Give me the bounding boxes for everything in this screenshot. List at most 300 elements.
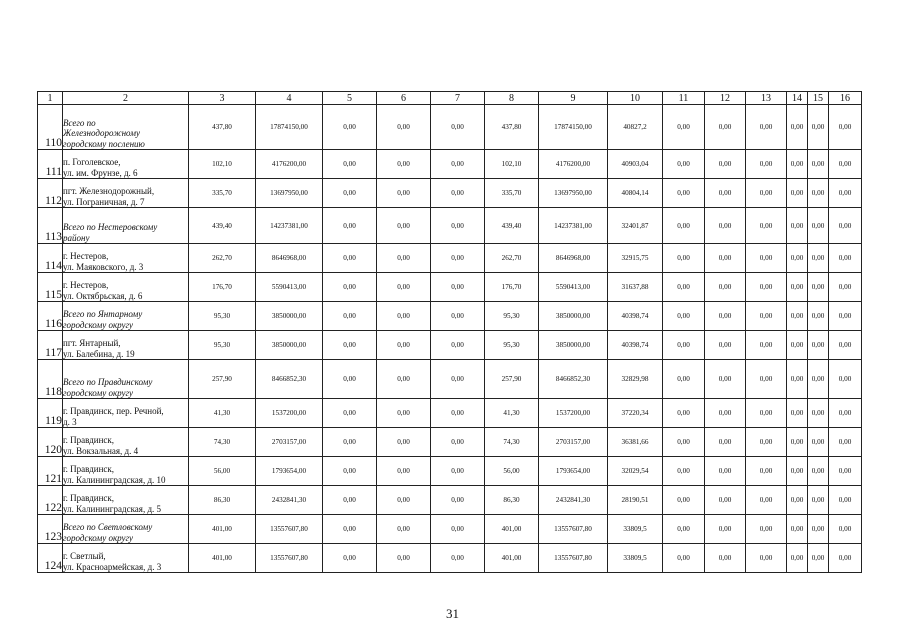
table-cell: 33809,5 <box>608 544 663 573</box>
table-cell: 0,00 <box>705 208 746 244</box>
table-cell: 0,00 <box>431 105 485 150</box>
table-cell: 1537200,00 <box>256 399 323 428</box>
row-name <box>63 302 189 331</box>
table-cell: 0,00 <box>663 457 705 486</box>
table-cell: 0,00 <box>808 457 829 486</box>
table-cell: 0,00 <box>808 486 829 515</box>
table-cell: 0,00 <box>808 273 829 302</box>
table-cell: 8646968,00 <box>539 244 608 273</box>
table-cell: 14237381,00 <box>539 208 608 244</box>
table-cell: 2432841,30 <box>539 486 608 515</box>
column-header: 5 <box>323 92 377 105</box>
row-number: 117 <box>38 331 63 360</box>
row-name-line: г. Правдинск, <box>63 435 115 445</box>
table-cell: 439,40 <box>485 208 539 244</box>
table-cell: 0,00 <box>663 544 705 573</box>
table-cell: 0,00 <box>746 360 787 399</box>
table-cell: 40398,74 <box>608 331 663 360</box>
column-header: 7 <box>431 92 485 105</box>
table-cell: 0,00 <box>663 399 705 428</box>
table-cell: 36381,66 <box>608 428 663 457</box>
table-row <box>38 150 862 179</box>
table-cell: 335,70 <box>485 179 539 208</box>
table-cell: 0,00 <box>787 150 808 179</box>
table-cell: 0,00 <box>705 544 746 573</box>
table-cell: 0,00 <box>808 302 829 331</box>
table-cell: 0,00 <box>746 515 787 544</box>
row-number: 112 <box>38 179 63 208</box>
table-cell: 0,00 <box>323 273 377 302</box>
table-cell: 0,00 <box>705 457 746 486</box>
table-cell: 0,00 <box>431 515 485 544</box>
table-cell: 439,40 <box>189 208 256 244</box>
row-number: 113 <box>38 208 63 244</box>
table-cell: 0,00 <box>705 428 746 457</box>
table-cell: 0,00 <box>323 486 377 515</box>
table-cell: 0,00 <box>705 244 746 273</box>
table-cell: 0,00 <box>705 105 746 150</box>
table-cell: 0,00 <box>746 428 787 457</box>
table-cell: 0,00 <box>746 457 787 486</box>
table-cell: 0,00 <box>431 428 485 457</box>
table-cell: 0,00 <box>377 486 431 515</box>
table-cell: 32029,54 <box>608 457 663 486</box>
table-cell: 176,70 <box>485 273 539 302</box>
table-cell: 0,00 <box>787 486 808 515</box>
row-name <box>63 515 189 544</box>
table-cell: 86,30 <box>485 486 539 515</box>
table-cell: 41,30 <box>485 399 539 428</box>
table-cell: 0,00 <box>431 457 485 486</box>
table-cell: 0,00 <box>746 302 787 331</box>
table-cell: 0,00 <box>377 428 431 457</box>
column-header: 13 <box>746 92 787 105</box>
row-name <box>63 399 189 428</box>
table-row <box>38 486 862 515</box>
table-cell: 0,00 <box>377 302 431 331</box>
table-cell: 95,30 <box>485 302 539 331</box>
table-cell: 3850000,00 <box>256 302 323 331</box>
table-cell: 0,00 <box>808 244 829 273</box>
row-name-line: Всего по Правдинскому <box>63 377 153 387</box>
row-name-line: ул. Октябрьская, д. 6 <box>63 290 143 301</box>
row-name-line: городскому округу <box>63 387 134 398</box>
table-cell: 0,00 <box>323 428 377 457</box>
table-cell: 0,00 <box>829 302 862 331</box>
row-number: 123 <box>38 515 63 544</box>
table-cell: 56,00 <box>189 457 256 486</box>
table-cell: 8466852,30 <box>256 360 323 399</box>
table-cell: 102,10 <box>485 150 539 179</box>
table-cell: 0,00 <box>377 544 431 573</box>
table-cell: 0,00 <box>323 179 377 208</box>
table-cell: 0,00 <box>663 331 705 360</box>
table-cell: 262,70 <box>485 244 539 273</box>
table-row <box>38 399 862 428</box>
table-cell: 5590413,00 <box>539 273 608 302</box>
table-cell: 0,00 <box>705 399 746 428</box>
table-cell: 0,00 <box>808 515 829 544</box>
row-name-line: г. Светлый, <box>63 551 106 561</box>
row-name <box>63 457 189 486</box>
row-name-line: ул. Маяковского, д. 3 <box>63 261 144 272</box>
row-name-line: Всего по <box>63 117 96 128</box>
table-cell: 0,00 <box>829 486 862 515</box>
table-row <box>38 515 862 544</box>
table-cell: 40804,14 <box>608 179 663 208</box>
row-name <box>63 208 189 244</box>
row-name-line: г. Нестеров, <box>63 280 109 290</box>
table-header <box>38 92 862 105</box>
table-cell: 0,00 <box>787 179 808 208</box>
table-row <box>38 544 862 573</box>
row-name-line: Всего по Светловскому <box>63 522 153 532</box>
table-cell: 8466852,30 <box>539 360 608 399</box>
row-name-line: г. Правдинск, пер. Речной, <box>63 406 164 416</box>
table-cell: 0,00 <box>377 105 431 150</box>
table-cell: 3850000,00 <box>539 302 608 331</box>
table-cell: 8646968,00 <box>256 244 323 273</box>
table-cell: 401,00 <box>189 515 256 544</box>
table-cell: 0,00 <box>829 150 862 179</box>
table-cell: 0,00 <box>663 179 705 208</box>
table-row <box>38 302 862 331</box>
table-cell: 262,70 <box>189 244 256 273</box>
table-cell: 0,00 <box>323 457 377 486</box>
column-header: 16 <box>829 92 862 105</box>
row-name-line: ул. Вокзальная, д. 4 <box>63 445 139 456</box>
table-cell: 0,00 <box>431 302 485 331</box>
table-cell: 0,00 <box>431 544 485 573</box>
column-header: 15 <box>808 92 829 105</box>
table-cell: 0,00 <box>808 105 829 150</box>
table-row <box>38 208 862 244</box>
table-cell: 2703157,00 <box>256 428 323 457</box>
table-cell: 0,00 <box>787 544 808 573</box>
table-cell: 0,00 <box>829 360 862 399</box>
table-cell: 0,00 <box>705 486 746 515</box>
row-name-line: г. Правдинск, <box>63 493 115 503</box>
table-cell: 437,80 <box>189 105 256 150</box>
table-cell: 28190,51 <box>608 486 663 515</box>
table-cell: 0,00 <box>377 150 431 179</box>
table-cell: 0,00 <box>808 179 829 208</box>
table-cell: 2432841,30 <box>256 486 323 515</box>
table-cell: 0,00 <box>431 486 485 515</box>
table-cell: 0,00 <box>808 544 829 573</box>
table-cell: 0,00 <box>323 244 377 273</box>
table-cell: 14237381,00 <box>256 208 323 244</box>
table-row <box>38 360 862 399</box>
table-cell: 40398,74 <box>608 302 663 331</box>
table-cell: 257,90 <box>485 360 539 399</box>
table-cell: 40827,2 <box>608 105 663 150</box>
table-cell: 1793654,00 <box>256 457 323 486</box>
table-cell: 37220,34 <box>608 399 663 428</box>
table-cell: 335,70 <box>189 179 256 208</box>
table-cell: 0,00 <box>787 331 808 360</box>
row-number: 120 <box>38 428 63 457</box>
column-header: 6 <box>377 92 431 105</box>
row-name <box>63 244 189 273</box>
table-cell: 0,00 <box>746 273 787 302</box>
table-cell: 0,00 <box>377 457 431 486</box>
table-cell: 0,00 <box>829 331 862 360</box>
table-cell: 0,00 <box>746 105 787 150</box>
column-header: 8 <box>485 92 539 105</box>
table-cell: 0,00 <box>787 428 808 457</box>
row-name-line: д. 3 <box>63 416 77 427</box>
table-cell: 0,00 <box>808 399 829 428</box>
table-row <box>38 179 862 208</box>
table-cell: 0,00 <box>377 399 431 428</box>
table-cell: 437,80 <box>485 105 539 150</box>
table-cell: 3850000,00 <box>256 331 323 360</box>
table-cell: 0,00 <box>323 399 377 428</box>
row-name <box>63 331 189 360</box>
table-cell: 13557607,80 <box>539 544 608 573</box>
table-cell: 0,00 <box>746 399 787 428</box>
row-number: 110 <box>38 105 63 150</box>
table-cell: 4176200,00 <box>256 150 323 179</box>
table-cell: 0,00 <box>787 244 808 273</box>
table-cell: 0,00 <box>663 208 705 244</box>
table-cell: 0,00 <box>323 360 377 399</box>
table-body <box>38 105 862 573</box>
row-number: 114 <box>38 244 63 273</box>
table-cell: 0,00 <box>787 515 808 544</box>
row-name-line: ул. Калининградская, д. 10 <box>63 474 166 485</box>
table-cell: 0,00 <box>787 273 808 302</box>
row-name-line: ул. Красноармейская, д. 3 <box>63 561 162 572</box>
table-row <box>38 331 862 360</box>
column-header: 4 <box>256 92 323 105</box>
table-cell: 0,00 <box>705 360 746 399</box>
table-cell: 5590413,00 <box>256 273 323 302</box>
table-cell: 0,00 <box>663 515 705 544</box>
row-number: 121 <box>38 457 63 486</box>
table-cell: 0,00 <box>705 150 746 179</box>
table-cell: 0,00 <box>746 244 787 273</box>
table-cell: 41,30 <box>189 399 256 428</box>
table-cell: 33809,5 <box>608 515 663 544</box>
table-cell: 0,00 <box>663 302 705 331</box>
table-row <box>38 457 862 486</box>
table-cell: 0,00 <box>787 457 808 486</box>
table-cell: 0,00 <box>323 105 377 150</box>
table-cell: 0,00 <box>431 273 485 302</box>
table-cell: 0,00 <box>829 105 862 150</box>
table-cell: 0,00 <box>323 302 377 331</box>
table-cell: 13697950,00 <box>539 179 608 208</box>
table-cell: 4176200,00 <box>539 150 608 179</box>
table-cell: 0,00 <box>829 399 862 428</box>
table-cell: 0,00 <box>705 515 746 544</box>
table-cell: 0,00 <box>808 360 829 399</box>
table-cell: 0,00 <box>829 544 862 573</box>
row-name-line: ул. Калининградская, д. 5 <box>63 503 162 514</box>
table-cell: 0,00 <box>323 515 377 544</box>
table-cell: 0,00 <box>808 331 829 360</box>
table-cell: 0,00 <box>746 208 787 244</box>
table-cell: 0,00 <box>829 515 862 544</box>
table-cell: 74,30 <box>485 428 539 457</box>
table-cell: 0,00 <box>431 331 485 360</box>
row-name <box>63 544 189 573</box>
column-header: 2 <box>63 92 189 105</box>
table-cell: 0,00 <box>787 399 808 428</box>
row-number: 111 <box>38 150 63 179</box>
table-cell: 0,00 <box>746 150 787 179</box>
column-header: 10 <box>608 92 663 105</box>
row-name-line: г. Нестеров, <box>63 251 109 261</box>
row-name-line: Железнодорожному <box>63 128 140 138</box>
row-number: 122 <box>38 486 63 515</box>
column-header: 12 <box>705 92 746 105</box>
table-cell: 0,00 <box>808 428 829 457</box>
row-name <box>63 105 189 150</box>
row-number: 119 <box>38 399 63 428</box>
column-header: 1 <box>38 92 63 105</box>
table-cell: 13557607,80 <box>539 515 608 544</box>
table-cell: 40903,04 <box>608 150 663 179</box>
table-cell: 0,00 <box>787 360 808 399</box>
row-name <box>63 273 189 302</box>
table-cell: 0,00 <box>377 360 431 399</box>
table-cell: 102,10 <box>189 150 256 179</box>
table-cell: 1793654,00 <box>539 457 608 486</box>
row-name-line: пгт. Железнодорожный, <box>63 186 155 196</box>
column-header: 3 <box>189 92 256 105</box>
table-cell: 0,00 <box>746 544 787 573</box>
row-name-line: ул. Пограничная, д. 7 <box>63 196 145 207</box>
row-name-line: району <box>63 232 90 243</box>
row-name-line: городскому округу <box>63 319 134 330</box>
table-cell: 32401,87 <box>608 208 663 244</box>
table-cell: 401,00 <box>189 544 256 573</box>
table-cell: 13697950,00 <box>256 179 323 208</box>
table-cell: 2703157,00 <box>539 428 608 457</box>
table-cell: 0,00 <box>431 244 485 273</box>
table-cell: 176,70 <box>189 273 256 302</box>
row-name <box>63 360 189 399</box>
row-name <box>63 486 189 515</box>
table-cell: 17874150,00 <box>539 105 608 150</box>
row-name-line: п. Гоголевское, <box>63 157 121 167</box>
table-cell: 0,00 <box>431 179 485 208</box>
row-number: 116 <box>38 302 63 331</box>
row-name-line: ул. им. Фрунзе, д. 6 <box>63 167 138 178</box>
table-cell: 0,00 <box>746 486 787 515</box>
table-row <box>38 428 862 457</box>
table-cell: 31637,88 <box>608 273 663 302</box>
table-cell: 0,00 <box>705 273 746 302</box>
row-name <box>63 150 189 179</box>
data-table <box>37 91 862 573</box>
table-cell: 74,30 <box>189 428 256 457</box>
column-header: 11 <box>663 92 705 105</box>
table-cell: 0,00 <box>377 515 431 544</box>
table-cell: 0,00 <box>663 273 705 302</box>
table-cell: 0,00 <box>431 208 485 244</box>
table-cell: 0,00 <box>323 208 377 244</box>
header-row <box>38 92 862 105</box>
row-name <box>63 428 189 457</box>
table-cell: 0,00 <box>377 273 431 302</box>
table-cell: 0,00 <box>663 244 705 273</box>
table-cell: 95,30 <box>485 331 539 360</box>
table-cell: 32829,98 <box>608 360 663 399</box>
table-cell: 0,00 <box>705 331 746 360</box>
table-cell: 0,00 <box>431 360 485 399</box>
table-cell: 0,00 <box>663 360 705 399</box>
table-row <box>38 244 862 273</box>
row-name <box>63 179 189 208</box>
table-cell: 0,00 <box>829 208 862 244</box>
table-cell: 0,00 <box>431 150 485 179</box>
table-cell: 86,30 <box>189 486 256 515</box>
row-number: 124 <box>38 544 63 573</box>
table-cell: 0,00 <box>829 428 862 457</box>
table-cell: 0,00 <box>808 150 829 179</box>
row-name-line: Всего по Нестеровскому <box>63 222 158 232</box>
table-cell: 0,00 <box>705 179 746 208</box>
table-cell: 17874150,00 <box>256 105 323 150</box>
table-cell: 0,00 <box>705 302 746 331</box>
table-cell: 0,00 <box>377 331 431 360</box>
row-name-line: городскому округу <box>63 532 134 543</box>
table-cell: 0,00 <box>431 399 485 428</box>
row-name-line: ул. Балебина, д. 19 <box>63 348 135 359</box>
table-cell: 0,00 <box>746 331 787 360</box>
table-row <box>38 273 862 302</box>
row-name-line: пгт. Янтарный, <box>63 338 121 348</box>
table-cell: 0,00 <box>323 544 377 573</box>
row-name-line: г. Правдинск, <box>63 464 115 474</box>
table-cell: 95,30 <box>189 331 256 360</box>
column-header: 9 <box>539 92 608 105</box>
table-row <box>38 105 862 150</box>
row-number: 115 <box>38 273 63 302</box>
table-cell: 401,00 <box>485 515 539 544</box>
table-cell: 0,00 <box>323 331 377 360</box>
table-cell: 0,00 <box>829 244 862 273</box>
column-header: 14 <box>787 92 808 105</box>
table-cell: 0,00 <box>377 244 431 273</box>
table-cell: 0,00 <box>377 179 431 208</box>
row-name-line: городскому послению <box>63 138 145 149</box>
table-cell: 0,00 <box>323 150 377 179</box>
table-cell: 56,00 <box>485 457 539 486</box>
table-cell: 95,30 <box>189 302 256 331</box>
table-cell: 0,00 <box>787 105 808 150</box>
row-name-line: Всего по Янтарному <box>63 309 143 319</box>
table-cell: 0,00 <box>663 150 705 179</box>
table-cell: 0,00 <box>746 179 787 208</box>
row-number: 118 <box>38 360 63 399</box>
table-cell: 0,00 <box>663 105 705 150</box>
table-cell: 0,00 <box>377 208 431 244</box>
table-cell: 3850000,00 <box>539 331 608 360</box>
table-cell: 0,00 <box>808 208 829 244</box>
table-cell: 0,00 <box>829 179 862 208</box>
table-cell: 0,00 <box>829 273 862 302</box>
page-number: 31 <box>446 606 459 621</box>
table-cell: 257,90 <box>189 360 256 399</box>
table-cell: 13557607,80 <box>256 544 323 573</box>
table-cell: 0,00 <box>787 208 808 244</box>
table-cell: 401,00 <box>485 544 539 573</box>
